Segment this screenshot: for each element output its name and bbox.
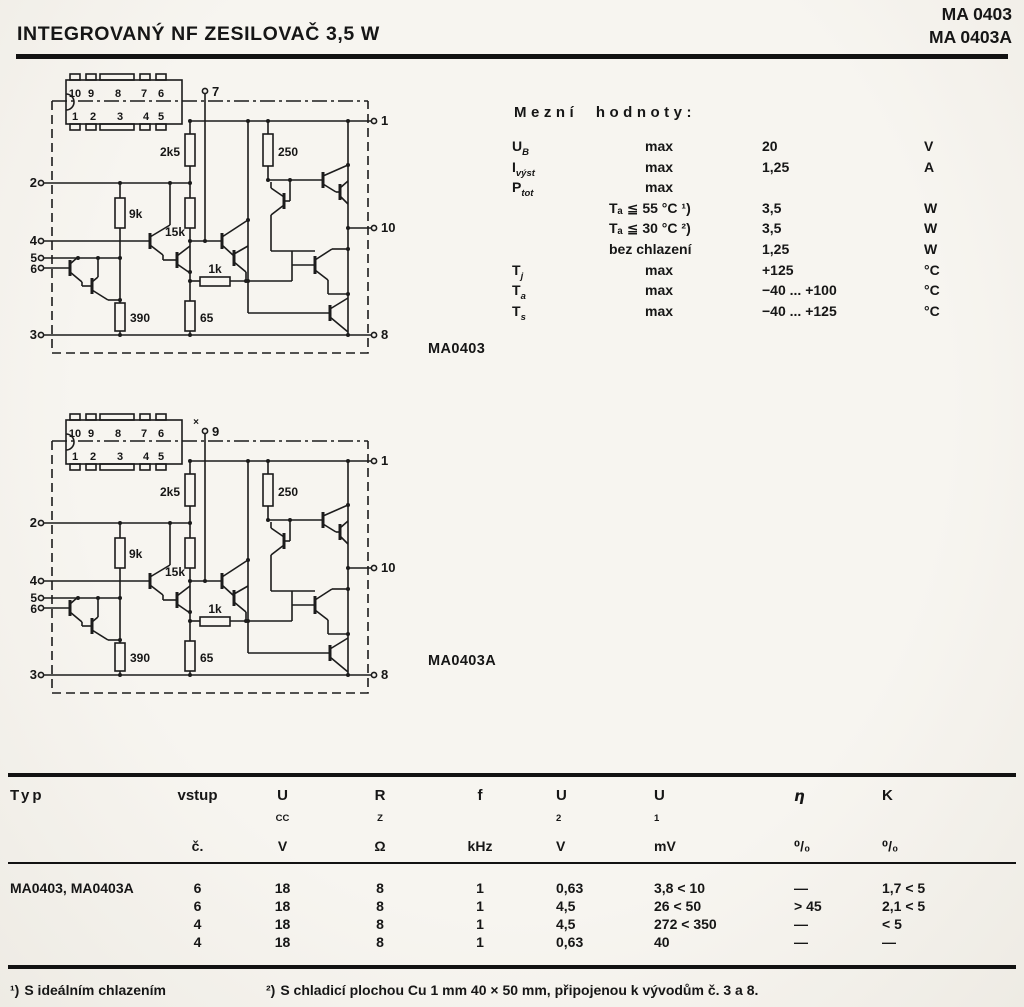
unit-rz: Ω: [374, 838, 386, 854]
terminal-label: 1: [381, 113, 389, 128]
terminal-label: 1: [381, 453, 389, 468]
resistors: [115, 461, 292, 675]
col-header-eta: η: [794, 787, 805, 805]
limit-symbol: $T_s$: [512, 302, 526, 323]
resistor-2k5: [185, 474, 195, 506]
part-number-2: MA 0403A: [929, 27, 1012, 47]
pin-number: 9: [87, 88, 95, 100]
terminals: [38, 428, 376, 677]
table-header-row: [8, 787, 1016, 824]
footnote-1: ¹) S ideálním chlazením: [10, 982, 166, 998]
pin-number: 1: [71, 111, 79, 123]
pin-number: 4: [142, 111, 150, 123]
limit-unit: W: [924, 220, 938, 237]
terminal-label: 10: [381, 220, 396, 235]
resistor-label: 15k: [164, 565, 185, 579]
pin-number: 1: [71, 451, 79, 463]
table-rule-mid: [8, 862, 1016, 864]
col-header-u1: U $_1$: [654, 787, 665, 824]
pin-number: 6: [157, 428, 165, 440]
terminal-label: 6: [30, 602, 37, 616]
dip-package-outline: [66, 414, 182, 470]
limit-value: 1,25: [762, 240, 790, 257]
limits-row: [512, 220, 998, 241]
limits-heading: Mezní hodnoty:: [514, 104, 696, 121]
limit-condition: Tₐ ≦ 55 °C ¹): [609, 199, 691, 216]
resistor-250: [263, 134, 273, 166]
limit-value: 1,25: [762, 158, 790, 175]
resistor-label: 9k: [129, 207, 143, 221]
col-header-f: f: [477, 787, 483, 804]
col-header-u2: U $_2$: [556, 787, 567, 824]
limits-row: [512, 241, 998, 262]
unit-ucc: V: [277, 838, 288, 854]
table-row: 6 18 8 1 4,5 26 < 50 > 45 2,1 < 5: [8, 897, 1016, 915]
terminal-label: 8: [381, 667, 389, 682]
limit-value: 20: [762, 138, 778, 154]
resistor-2k5: [185, 134, 195, 166]
parameter-table: [8, 773, 1016, 998]
limit-symbol: $I_{výst}$: [512, 158, 535, 179]
limits-table: [512, 104, 998, 323]
resistor-label: 2k5: [159, 485, 180, 499]
part-numbers: [929, 3, 1012, 49]
unit-k: ⁰/₀: [882, 838, 899, 854]
table-row: MA0403, MA0403A 6 18 8 1 0,63 3,8 < 10 — 1,7 < 5: [10, 880, 926, 896]
unit-u2: V: [556, 838, 566, 854]
table-rule-bottom: [8, 965, 1016, 969]
terminal-label: 8: [381, 327, 389, 342]
cell-typ: [8, 933, 160, 951]
unit-f: kHz: [467, 838, 493, 854]
resistor-label: 390: [130, 651, 151, 665]
unit-vstup: č.: [191, 838, 204, 854]
col-header-k: K: [882, 787, 893, 804]
header-rule: [16, 54, 1008, 59]
resistor-label: 2k5: [159, 145, 180, 159]
limit-unit: W: [924, 199, 938, 216]
cell-typ: [8, 897, 160, 915]
terminal-label: 9: [212, 424, 220, 439]
circuit-schematic: [30, 408, 460, 710]
terminal-label: 4: [30, 573, 37, 588]
table-rule-top: [8, 773, 1016, 777]
pin-number: 3: [116, 451, 124, 463]
limit-unit: °C: [924, 302, 940, 319]
limit-condition: max: [645, 179, 674, 196]
resistor-65: [185, 301, 195, 331]
pin-number: 8: [114, 428, 122, 440]
unit-eta: ⁰/₀: [794, 838, 811, 854]
cell-typ: [8, 915, 160, 933]
resistor-390: [115, 303, 125, 331]
page-title: INTEGROVANÝ NF ZESILOVAČ 3,5 W: [17, 23, 380, 45]
resistor-label: 250: [278, 145, 299, 159]
resistor-9k: [115, 198, 125, 228]
pin-number: 6: [157, 88, 165, 100]
pin-number: 3: [116, 111, 124, 123]
resistor-65: [185, 641, 195, 671]
terminal-label: 3: [30, 667, 37, 682]
internal-wiring: [70, 461, 348, 672]
resistor-1k: [200, 277, 230, 286]
limit-unit: °C: [924, 261, 940, 278]
resistor-label: 1k: [208, 602, 222, 616]
limit-symbol: $P_{tot}$: [512, 179, 534, 199]
resistor-250: [263, 474, 273, 506]
resistors: [115, 121, 292, 335]
limit-unit: V: [924, 138, 934, 154]
limit-value: +125: [762, 261, 794, 278]
pin-number: 7: [140, 428, 148, 440]
pin-number: 5: [157, 451, 165, 463]
schematic-caption: MA0403A: [428, 653, 497, 669]
unit-u1: mV: [654, 838, 676, 854]
limit-condition: max: [645, 138, 674, 154]
limit-symbol: $T_j$: [512, 261, 524, 282]
terminal-label: 10: [381, 560, 396, 575]
limit-value: −40 ... +125: [762, 302, 837, 319]
limit-symbol: $U_B$: [512, 138, 529, 158]
col-header-ucc: U $_{CC}$: [275, 787, 290, 824]
limit-unit: W: [924, 240, 938, 257]
col-header-vstup: vstup: [177, 787, 218, 804]
schematic-ma0403: [30, 68, 460, 370]
resistor-label: 65: [200, 311, 214, 325]
limits-row: [512, 138, 998, 159]
pin-number: 4: [142, 451, 150, 463]
pin-number: 5: [157, 111, 165, 123]
terminals: [38, 88, 376, 337]
limits-row: [512, 303, 998, 324]
col-header-typ: Typ: [10, 787, 45, 804]
resistor-label: 1k: [208, 262, 222, 276]
terminal-label: 3: [30, 327, 37, 342]
footnote-2: ²) S chladicí plochou Cu 1 mm 40 × 50 mm, připojenou k vývodům č. 3 a 8.: [266, 982, 759, 998]
pin-number: 10: [68, 428, 82, 440]
table-body: [8, 879, 1016, 951]
limits-row: [512, 179, 998, 200]
cell-typ: MA0403, MA0403A: [10, 880, 134, 896]
limit-value: 3,5: [762, 220, 782, 237]
limit-condition: Tₐ ≦ 30 °C ²): [609, 220, 691, 237]
limits-row: [512, 200, 998, 221]
pin-number: 8: [114, 88, 122, 100]
resistor-9k: [115, 538, 125, 568]
resistor-15k: [185, 538, 195, 568]
pin-number: 9: [87, 428, 95, 440]
limit-condition: max: [645, 302, 674, 319]
resistor-label: 390: [130, 311, 151, 325]
resistor-label: 15k: [164, 225, 185, 239]
limit-unit: A: [924, 158, 935, 175]
limit-value: 3,5: [762, 199, 782, 216]
resistor-label: 9k: [129, 547, 143, 561]
limit-condition: bez chlazení: [609, 240, 692, 257]
terminal-label: 6: [30, 262, 37, 276]
pin-number: 2: [89, 451, 97, 463]
table-row: 4 18 8 1 0,63 40 — —: [8, 933, 1016, 951]
terminal-label: 2: [30, 515, 37, 530]
resistor-label: 250: [278, 485, 299, 499]
terminal-label: 2: [30, 175, 37, 190]
limits-row: [512, 282, 998, 303]
limits-row: [512, 262, 998, 283]
table-units-row: [8, 838, 1016, 855]
pin-number: 7: [140, 88, 148, 100]
part-number-1: MA 0403: [941, 4, 1012, 24]
schematic-caption: MA0403: [428, 341, 486, 357]
limit-condition: max: [645, 282, 674, 299]
resistor-1k: [200, 617, 230, 626]
pin-number: 10: [68, 88, 82, 100]
limit-unit: °C: [924, 282, 940, 299]
resistor-label: 65: [200, 651, 214, 665]
internal-wiring: [70, 121, 348, 332]
circuit-schematic: [30, 68, 460, 370]
terminal-label: 7: [212, 84, 220, 99]
dip-package-outline: [66, 74, 182, 130]
resistor-15k: [185, 198, 195, 228]
pin-number: 2: [89, 111, 97, 123]
schematic-ma0403a: [30, 408, 460, 710]
limit-condition: max: [645, 261, 674, 278]
resistor-390: [115, 643, 125, 671]
limits-row: [512, 159, 998, 180]
col-header-rz: R $_Z$: [374, 787, 386, 824]
footnotes: [8, 982, 1016, 998]
terminal-label: 4: [30, 233, 37, 248]
pin-marker: ×: [193, 417, 199, 428]
limit-value: −40 ... +100: [762, 282, 837, 299]
terminal-label: 5: [30, 251, 37, 265]
limit-condition: max: [645, 158, 674, 175]
terminal-label: 5: [30, 591, 37, 605]
table-row: 4 18 8 1 4,5 272 < 350 — < 5: [8, 915, 1016, 933]
limit-symbol: $T_a$: [512, 282, 526, 302]
